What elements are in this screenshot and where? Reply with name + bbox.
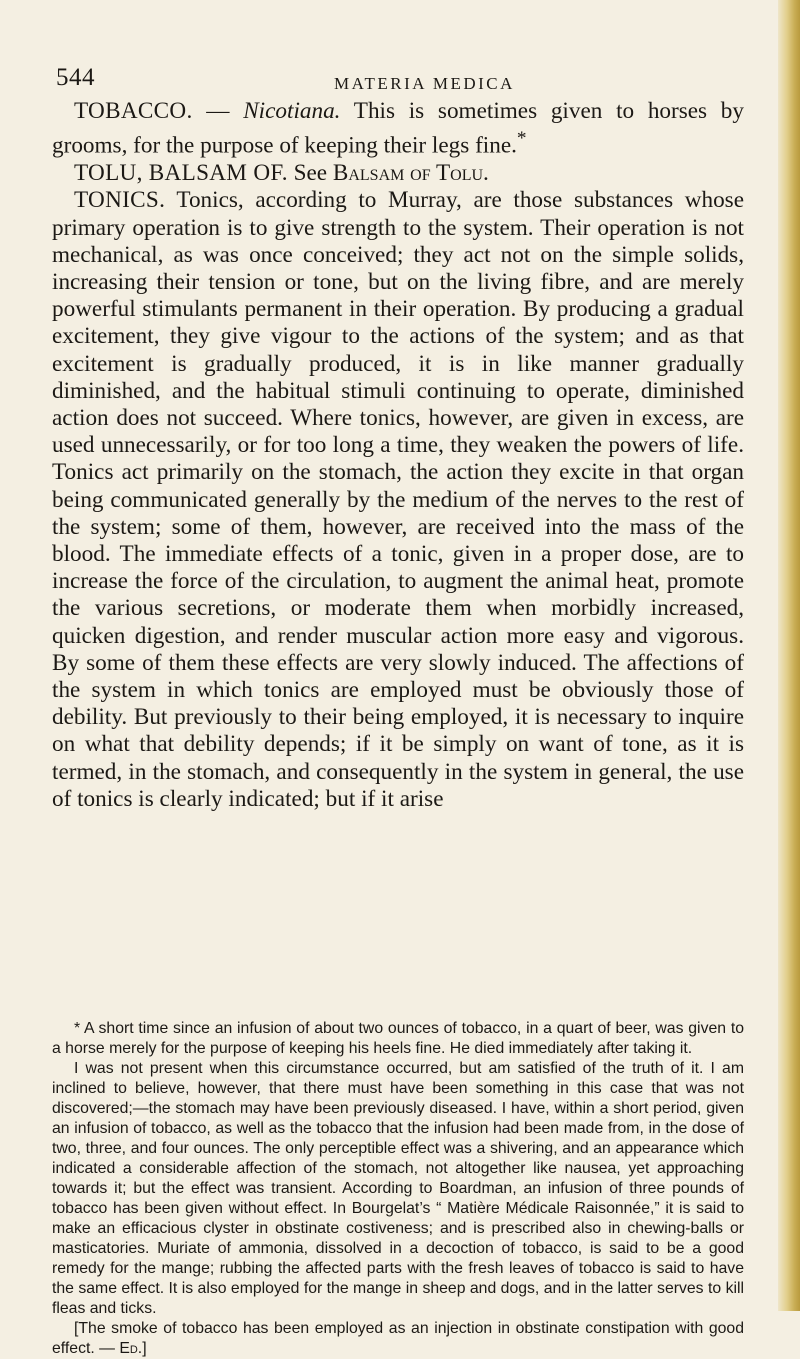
entry-tobacco-latin: Nicotiana. [243, 98, 341, 124]
entry-tonics [52, 187, 744, 813]
entry-tolu [52, 160, 744, 187]
footnote-paragraph-1: * A short time since an infusion of about two ounces of tobacco, in a quart of beer, was given to a horse merely for the purpose of keeping his heels fine. He died immediately after taking it. [52, 1020, 744, 1057]
running-head: MATERIA MEDICA [334, 74, 515, 93]
main-text [52, 98, 744, 813]
footnote-paragraph-3-text: [The smoke of tobacco has been employed as an injection in obstinate constipation with good effect. — [52, 1320, 744, 1357]
footnote [52, 1019, 744, 1359]
footnote-marker: * [516, 128, 527, 150]
page-number: 544 [56, 64, 95, 91]
entry-tobacco-dash: — [192, 98, 244, 124]
entry-tolu-heading: TOLU, BALSAM OF. [74, 160, 288, 187]
entry-tolu-see: See [287, 160, 333, 187]
page-edge [778, 0, 800, 1311]
entry-tobacco [52, 98, 744, 160]
footnote-editor-mark: Ed. [119, 1340, 143, 1357]
footnote-paragraph-3-close: ] [142, 1340, 147, 1357]
entry-tonics-heading: TONICS. [74, 187, 166, 214]
entry-tonics-text: Tonics, according to Murray, are those substances whose primary operation is to give strength to the system. Their operation is not mechanical, as was once conceived; they act not on the simple solids, increasing their tension or tone, but on the living fibre, and are merely powerful stimulants permanent in their operation. By producing a gradual excitement, they give vigour to the actions of the system; and as that excitement is gradually produced, it is in like manner gradually diminished, and the habitual stimuli continuing to operate, diminished action does not succeed. Where tonics, however, are given in excess, are used unnecessarily, or for too long a time, they weaken the powers of life. Tonics act primarily on the stomach, the action they excite in that organ being communicated generally by the medium of the nerves to the rest of the system; some of them, however, are received into the mass of the blood. The immediate effects of a tonic, given in a proper dose, are to increase the force of the circulation, to augment the animal heat, promote the various secretions, or moderate them when morbidly increased, quicken digestion, and render muscular action more easy and vigorous. By some of them these effects are very slowly induced. The affections of the system in which tonics are employed must be obviously those of debility. But previously to their being employed, it is necessary to inquire on what that debility depends; if it be simply on want of tone, as it is termed, in the stomach, and consequently in the system in general, the use of tonics is clearly indicated; but if it arise [52, 187, 744, 812]
entry-tobacco-text: This is sometimes given to horses by grooms, for the purpose of keeping their legs fine. [52, 98, 744, 159]
entry-tobacco-heading: TOBACCO. [74, 98, 193, 124]
footnote-paragraph-3 [52, 1319, 744, 1359]
footnote-paragraph-2: I was not present when this circumstance occurred, but am satisfied of the truth of it. I am inclined to believe, however, that there must have been something in this case that was not discovered;—the stomach may have been previously diseased. I have, within a short period, given an infusion of tobacco, as well as the tobacco that the infusion had been made from, in the dose of two, three, and four ounces. The only perceptible effect was a shivering, and an appearance which indicated a considerable affection of the stomach, not altogether like nausea, yet approaching towards it; but the effect was transient. According to Boardman, an infusion of three pounds of tobacco has been given without effect. In Bourgelat’s “ Matière Médicale Raisonnée,” it is said to make an efficacious clyster in obstinate costiveness; and is prescribed also in chewing-balls or masticatories. Muriate of ammonia, dissolved in a decoction of tobacco, is said to be a good remedy for the mange; rubbing the affected parts with the fresh leaves of tobacco is said to have the same effect. It is also employed for the mange in sheep and dogs, and in the latter serves to kill fleas and ticks. [52, 1060, 744, 1317]
entry-tolu-crossref: Balsam of Tolu. [332, 160, 489, 187]
